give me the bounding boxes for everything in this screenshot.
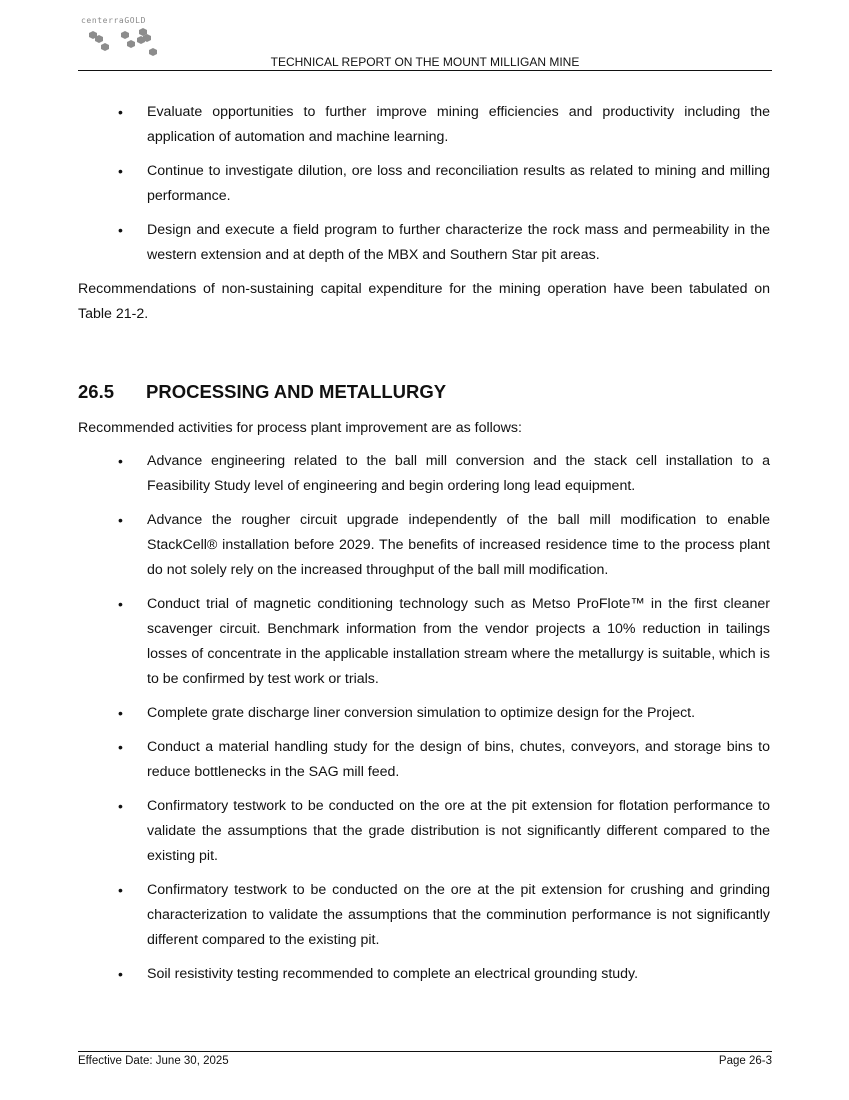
list-item: • Continue to investigate dilution, ore loss and reconciliation results as related to mining and milling performance. [78, 159, 770, 209]
page-number: Page 26-3 [718, 1055, 772, 1067]
list-item: • Evaluate opportunities to further improve mining efficiencies and productivity including the application of automation and machine learning. [78, 100, 770, 150]
page-body [78, 100, 770, 996]
mining-capex-paragraph: Recommendations of non-sustaining capital expenditure for the mining operation have been tabulated on Table 21-2. [78, 281, 770, 322]
list-item: • Complete grate discharge liner conversion simulation to optimize design for the Project. [78, 701, 770, 726]
section-heading [78, 380, 770, 404]
list-item: • Conduct a material handling study for the design of bins, chutes, conveyors, and storage bins to reduce bottlenecks in the SAG mill feed. [78, 735, 770, 785]
list-item: • Confirmatory testwork to be conducted on the ore at the pit extension for flotation performance to validate the assumptions that the grade distribution is not significantly different compared to the existing pit. [78, 794, 770, 869]
bullet-icon: • [118, 705, 123, 721]
bullet-icon: • [118, 739, 123, 755]
list-item: • Advance the rougher circuit upgrade independently of the ball mill modification to enable StackCell® installation before 2029. The benefits of increased residence time to the process plant do not solely rely on the increased throughput of the ball mill modification. [78, 508, 770, 583]
bullet-icon: • [118, 798, 123, 814]
bullet-icon: • [118, 104, 123, 120]
section-intro: Recommended activities for process plant improvement are as follows: [78, 420, 522, 436]
section-title: PROCESSING AND METALLURGY [146, 381, 447, 402]
list-item: • Design and execute a field program to further characterize the rock mass and permeability in the western extension and at depth of the MBX and Southern Star pit areas. [78, 218, 770, 268]
page-footer [78, 1051, 772, 1071]
bullet-icon: • [118, 882, 123, 898]
section-number: 26.5 [78, 381, 115, 402]
bullet-icon: • [118, 512, 123, 528]
bullet-icon: • [118, 596, 123, 612]
list-item: • Confirmatory testwork to be conducted on the ore at the pit extension for crushing and grinding characterization to validate the assumptions that the comminution performance is not significantly different compared to the existing pit. [78, 878, 770, 953]
list-item: • Conduct trial of magnetic conditioning technology such as Metso ProFlote™ in the first cleaner scavenger circuit. Benchmark information from the vendor projects a 10% reduction in tailings losses of concentrate in the applicable installation stream where the metallurgy is suitable, which is to be confirmed by test work or trials. [78, 592, 770, 692]
page-header [78, 14, 772, 71]
bullet-icon: • [118, 966, 123, 982]
header-divider [78, 70, 772, 71]
footer-divider [78, 1051, 772, 1052]
effective-date: Effective Date: June 30, 2025 [78, 1055, 229, 1067]
mining-recommendations-list [78, 100, 770, 268]
processing-recommendations-list [78, 449, 770, 987]
bullet-icon: • [118, 222, 123, 238]
report-title: TECHNICAL REPORT ON THE MOUNT MILLIGAN MINE [270, 55, 580, 69]
list-item: • Soil resistivity testing recommended to complete an electrical grounding study. [78, 962, 770, 987]
bullet-icon: • [118, 163, 123, 179]
bullet-icon: • [118, 453, 123, 469]
list-item: • Advance engineering related to the ball mill conversion and the stack cell installation to a Feasibility Study level of engineering and begin ordering long lead equipment. [78, 449, 770, 499]
logo-wordmark: centerraGOLD [81, 16, 146, 25]
